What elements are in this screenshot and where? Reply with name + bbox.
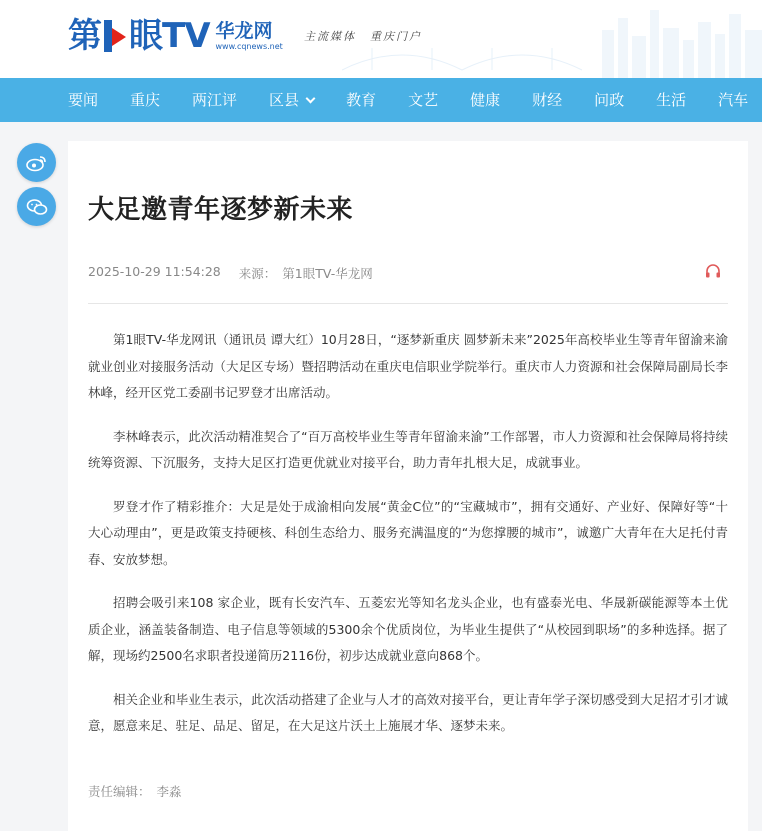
meta-divider [88, 303, 728, 304]
nav-item-liangjiangping[interactable] [192, 78, 237, 122]
main-nav [0, 78, 762, 122]
nav-item-jiaoyu[interactable] [346, 78, 376, 122]
headphones-icon[interactable] [705, 264, 721, 278]
nav-label: 生活 [656, 91, 687, 109]
source-label: 来源： [238, 266, 277, 281]
nav-label: 要闻 [68, 91, 99, 109]
share-weibo-button[interactable] [17, 143, 56, 182]
responsible-editor [88, 782, 182, 800]
nav-label: 汽车 [718, 91, 749, 109]
nav-label: 两江评 [192, 91, 238, 109]
nav-item-chongqing[interactable] [130, 78, 160, 122]
nav-label: 教育 [346, 91, 377, 109]
logo-tv-text: 眼TV [129, 16, 210, 56]
nav-item-shenghuo[interactable] [656, 78, 686, 122]
nav-item-wenyi[interactable] [408, 78, 438, 122]
editor-name: 李淼 [156, 784, 182, 799]
nav-label: 重庆 [130, 91, 161, 109]
article-paragraph: 李林峰表示，此次活动精准契合了“百万高校毕业生等青年留渝来渝”工作部署，市人力资源和社会保障局将持续统筹资源、下沉服务，支持大足区打造更优就业对接平台，助力青年扎根大足，成就事业。 [88, 428, 728, 470]
nav-item-quxian[interactable] [269, 78, 314, 122]
editor-label: 责任编辑： [88, 784, 151, 799]
source-name: 第1眼TV-华龙网 [282, 266, 373, 281]
nav-item-yaowen[interactable] [68, 78, 98, 122]
article-meta [88, 264, 373, 282]
share-wechat-button[interactable] [17, 187, 56, 226]
logo-url: www.cqnews.net [215, 42, 283, 51]
nav-item-qiche[interactable] [718, 78, 748, 122]
nav-item-caijing[interactable] [532, 78, 562, 122]
wechat-icon [26, 198, 48, 216]
slogan-left: 主流媒体 [304, 30, 356, 43]
chevron-down-icon [306, 93, 316, 103]
article-paragraph: 招聘会吸引来108 家企业，既有长安汽车、五菱宏光等知名龙头企业，也有盛泰光电、华晟新碳能源等本土优质企业，涵盖装备制造、电子信息等领域的5300余个优质岗位，为毕业生提供了“从校园到职场”的多种选择。据了解，现场约2500名求职者投递简历2116份，初步达成就业意向868个。 [88, 595, 728, 663]
logo-prefix: 第 [68, 16, 101, 56]
nav-label: 文艺 [408, 91, 439, 109]
nav-list [68, 78, 762, 122]
publish-date: 2025-10-29 11:54:28 [88, 264, 221, 279]
weibo-icon [26, 154, 48, 172]
nav-label: 问政 [594, 91, 625, 109]
article-paragraph: 罗登才作了精彩推介：大足是处于成渝相向发展“黄金C位”的“宝藏城市”，拥有交通好、产业好、保障好等“十大心动理由”，更是政策支持硬核、科创生态给力、服务充满温度的“为您撑腰的城市”，诚邀广大青年在大足托付青春、安放梦想。 [88, 498, 728, 567]
nav-item-wenzheng[interactable] [594, 78, 624, 122]
logo-one-play-icon [102, 18, 128, 54]
nav-item-jiankang[interactable] [470, 78, 500, 122]
article-title: 大足邀青年逐梦新未来 [88, 195, 354, 225]
nav-label: 财经 [532, 91, 563, 109]
nav-label: 区县 [269, 91, 300, 109]
logo-brand-name: 华龙网 [215, 20, 273, 42]
article-paragraph: 相关企业和毕业生表示，此次活动搭建了企业与人才的高效对接平台，更让青年学子深切感受到大足招才引才诚意，愿意来足、驻足、品足、留足，在大足这片沃土上施展才华、逐梦未来。 [88, 691, 728, 733]
nav-label: 健康 [470, 91, 501, 109]
article-card [68, 141, 748, 831]
site-header [0, 0, 762, 78]
article-paragraph: 第1眼TV-华龙网讯（通讯员 谭大红）10月28日，“逐梦新重庆 圆梦新未来”2025年高校毕业生等青年留渝来渝就业创业对接服务活动（大足区专场）暨招聘活动在重庆电信职业学院举行。重庆市人力资源和社会保障局副局长李林峰，经开区党工委副书记罗登才出席活动。 [88, 332, 728, 400]
article-body [88, 327, 728, 757]
slogan-right: 重庆门户 [370, 30, 422, 43]
site-slogan [304, 28, 436, 44]
site-logo[interactable] [68, 14, 283, 58]
logo-brand-block [216, 20, 283, 52]
